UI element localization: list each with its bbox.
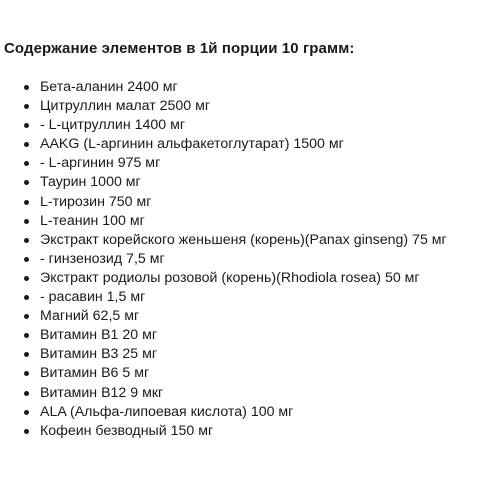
list-item-text: - L-аргинин 975 мг [40, 155, 161, 172]
bullet-icon [24, 371, 29, 376]
list-item [4, 250, 500, 269]
list-item-text: Бета-аланин 2400 мг [40, 79, 178, 95]
list-item-text: Цитруллин малат 2500 мг [40, 98, 211, 115]
list-item [4, 173, 500, 192]
bullet-icon [24, 276, 29, 281]
section-heading: Содержание элементов в 1й порции 10 грамм: [4, 40, 355, 57]
bullet-icon [24, 200, 29, 205]
list-item [4, 384, 500, 403]
list-item-text: ALA (Альфа-липоевая кислота) 100 мг [40, 403, 294, 420]
list-item [4, 78, 500, 97]
list-item-text: Витамин B6 5 мг [40, 365, 150, 382]
bullet-icon [24, 104, 29, 109]
list-item [4, 116, 500, 135]
ingredients-list [4, 78, 500, 441]
bullet-icon [24, 257, 29, 262]
list-item-text: Витамин B3 25 мг [40, 346, 158, 363]
bullet-icon [24, 85, 29, 90]
list-item [4, 193, 500, 212]
list-item [4, 364, 500, 383]
list-item-text: Магний 62,5 мг [40, 308, 140, 325]
list-item [4, 269, 500, 288]
list-item-text: - расавин 1,5 мг [40, 289, 146, 306]
list-item-text: Экстракт корейского женьшеня (корень)(Panax ginseng) 75 мг [40, 231, 447, 248]
list-item-text: L-теанин 100 мг [40, 212, 145, 229]
bullet-icon [24, 333, 29, 338]
list-item [4, 403, 500, 422]
list-item [4, 288, 500, 307]
list-item-text: AAKG (L-аргинин альфакетоглутарат) 1500 мг [40, 136, 344, 153]
bullet-icon [24, 123, 29, 128]
list-item-text: Таурин 1000 мг [40, 174, 141, 191]
bullet-icon [24, 391, 29, 396]
bullet-icon [24, 352, 29, 357]
list-item-text: Кофеин безводный 150 мг [40, 422, 214, 439]
bullet-icon [24, 219, 29, 224]
list-item-text: - L-цитруллин 1400 мг [40, 117, 186, 134]
bullet-icon [24, 314, 29, 319]
bullet-icon [24, 295, 29, 300]
list-item-text: L-тирозин 750 мг [40, 193, 152, 210]
list-item [4, 135, 500, 154]
list-item-text: Витамин B12 9 мкг [40, 384, 164, 401]
list-item-text: Экстракт родиолы розовой (корень)(Rhodiola rosea) 50 мг [40, 269, 420, 286]
bullet-icon [24, 142, 29, 147]
list-item-text: Витамин B1 20 мг [40, 327, 158, 344]
bullet-icon [24, 429, 29, 434]
list-item-text: - гинзенозид 7,5 мг [40, 250, 165, 267]
list-item [4, 212, 500, 231]
bullet-icon [24, 238, 29, 243]
list-item [4, 345, 500, 364]
bullet-icon [24, 180, 29, 185]
list-item [4, 97, 500, 116]
list-item [4, 231, 500, 250]
list-item [4, 326, 500, 345]
list-item [4, 154, 500, 173]
bullet-icon [24, 161, 29, 166]
bullet-icon [24, 410, 29, 415]
list-item [4, 422, 500, 441]
list-item [4, 307, 500, 326]
